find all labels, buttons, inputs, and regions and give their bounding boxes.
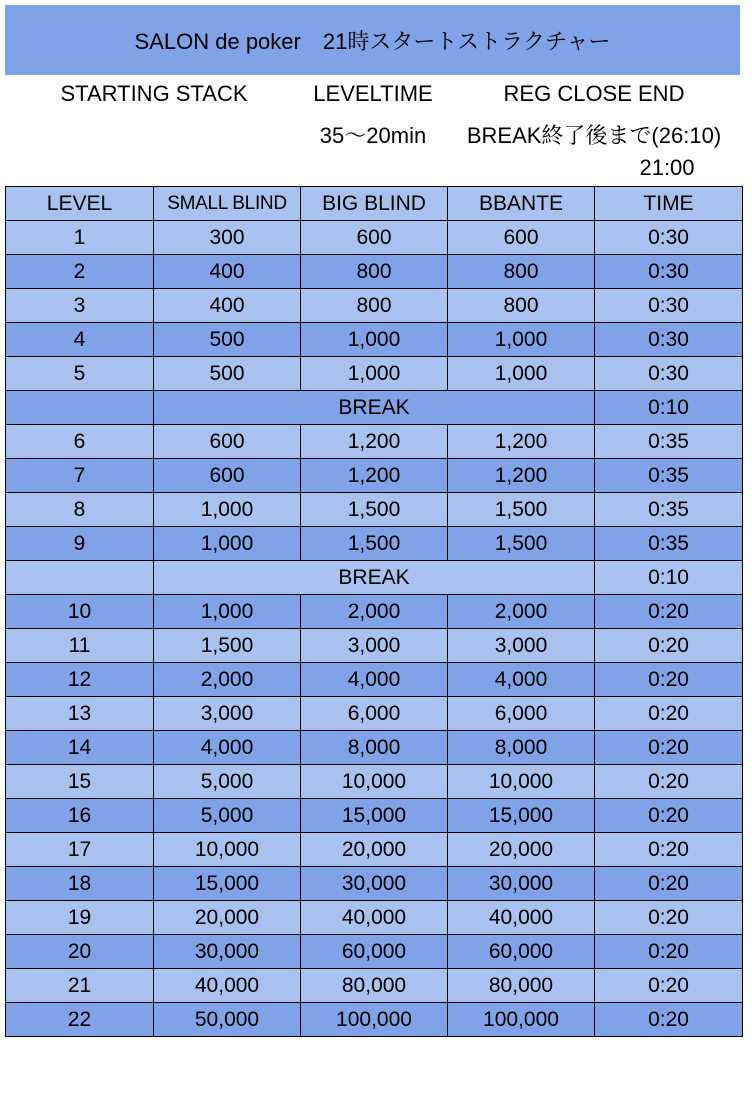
level-cell: 13 — [6, 697, 154, 731]
bbante-cell: 6,000 — [448, 697, 595, 731]
time-cell: 0:20 — [595, 935, 743, 969]
table-row — [6, 799, 743, 833]
time-cell: 0:30 — [595, 289, 743, 323]
small-blind-cell: 500 — [154, 357, 301, 391]
small-blind-cell: 600 — [154, 425, 301, 459]
bbante-cell: 2,000 — [448, 595, 595, 629]
level-cell: 17 — [6, 833, 154, 867]
bbante-cell: 15,000 — [448, 799, 595, 833]
break-label: BREAK — [154, 391, 595, 425]
level-cell: 4 — [6, 323, 154, 357]
table-row — [6, 731, 743, 765]
big-blind-cell: 6,000 — [301, 697, 448, 731]
time-cell: 0:30 — [595, 221, 743, 255]
time-cell: 0:35 — [595, 459, 743, 493]
big-blind-cell: 800 — [301, 255, 448, 289]
time-cell: 0:20 — [595, 663, 743, 697]
big-blind-cell: 3,000 — [301, 629, 448, 663]
header-big-blind: BIG BLIND — [301, 187, 448, 221]
time-cell: 0:20 — [595, 595, 743, 629]
table-row — [6, 833, 743, 867]
small-blind-cell: 400 — [154, 255, 301, 289]
small-blind-cell: 30,000 — [154, 935, 301, 969]
level-cell: 21 — [6, 969, 154, 1003]
bbante-cell: 1,200 — [448, 425, 595, 459]
level-cell: 20 — [6, 935, 154, 969]
level-cell: 12 — [6, 663, 154, 697]
table-row — [6, 867, 743, 901]
bbante-cell: 600 — [448, 221, 595, 255]
time-cell: 0:35 — [595, 425, 743, 459]
break-row — [6, 561, 743, 595]
table-row — [6, 629, 743, 663]
bbante-cell: 800 — [448, 289, 595, 323]
table-row — [6, 765, 743, 799]
header-bbante: BBANTE — [448, 187, 595, 221]
level-cell: 14 — [6, 731, 154, 765]
bbante-cell: 100,000 — [448, 1003, 595, 1037]
table-row — [6, 221, 743, 255]
table-row — [6, 663, 743, 697]
bbante-cell: 60,000 — [448, 935, 595, 969]
level-cell: 10 — [6, 595, 154, 629]
time-cell: 0:20 — [595, 901, 743, 935]
level-cell: 6 — [6, 425, 154, 459]
bbante-cell: 10,000 — [448, 765, 595, 799]
small-blind-cell: 400 — [154, 289, 301, 323]
time-cell: 0:20 — [595, 799, 743, 833]
big-blind-cell: 30,000 — [301, 867, 448, 901]
level-cell: 7 — [6, 459, 154, 493]
level-time-value: 35〜20min — [319, 123, 427, 148]
big-blind-cell: 800 — [301, 289, 448, 323]
table-row — [6, 595, 743, 629]
bbante-cell: 4,000 — [448, 663, 595, 697]
level-cell: 1 — [6, 221, 154, 255]
big-blind-cell: 1,000 — [301, 323, 448, 357]
small-blind-cell: 3,000 — [154, 697, 301, 731]
small-blind-cell: 20,000 — [154, 901, 301, 935]
small-blind-cell: 1,000 — [154, 527, 301, 561]
bbante-cell: 80,000 — [448, 969, 595, 1003]
big-blind-cell: 1,200 — [301, 459, 448, 493]
header-level: LEVEL — [6, 187, 154, 221]
table-row — [6, 901, 743, 935]
time-cell: 0:30 — [595, 255, 743, 289]
time-cell: 0:35 — [595, 493, 743, 527]
bbante-cell: 8,000 — [448, 731, 595, 765]
bbante-cell: 30,000 — [448, 867, 595, 901]
level-cell: 9 — [6, 527, 154, 561]
big-blind-cell: 4,000 — [301, 663, 448, 697]
small-blind-cell: 10,000 — [154, 833, 301, 867]
header-small-blind: SMALL BLIND — [154, 187, 301, 221]
big-blind-cell: 100,000 — [301, 1003, 448, 1037]
bbante-cell: 40,000 — [448, 901, 595, 935]
big-blind-cell: 8,000 — [301, 731, 448, 765]
blind-structure-table — [5, 186, 743, 1037]
time-cell: 0:10 — [595, 391, 743, 425]
reg-close-label: REG CLOSE END — [503, 81, 685, 106]
small-blind-cell: 500 — [154, 323, 301, 357]
big-blind-cell: 15,000 — [301, 799, 448, 833]
table-row — [6, 425, 743, 459]
time-cell: 0:20 — [595, 765, 743, 799]
break-level-cell — [6, 561, 154, 595]
big-blind-cell: 1,200 — [301, 425, 448, 459]
level-cell: 3 — [6, 289, 154, 323]
level-cell: 8 — [6, 493, 154, 527]
time-cell: 0:30 — [595, 323, 743, 357]
small-blind-cell: 15,000 — [154, 867, 301, 901]
break-level-cell — [6, 391, 154, 425]
page-title: SALON de poker 21時スタートストラクチャー — [134, 28, 611, 54]
small-blind-cell: 2,000 — [154, 663, 301, 697]
big-blind-cell: 80,000 — [301, 969, 448, 1003]
table-row — [6, 935, 743, 969]
level-cell: 2 — [6, 255, 154, 289]
level-cell: 22 — [6, 1003, 154, 1037]
big-blind-cell: 1,000 — [301, 357, 448, 391]
bbante-cell: 1,200 — [448, 459, 595, 493]
level-cell: 16 — [6, 799, 154, 833]
time-cell: 0:20 — [595, 867, 743, 901]
time-cell: 0:10 — [595, 561, 743, 595]
level-cell: 19 — [6, 901, 154, 935]
bbante-cell: 3,000 — [448, 629, 595, 663]
time-cell: 0:20 — [595, 833, 743, 867]
table-row — [6, 1003, 743, 1037]
level-cell: 11 — [6, 629, 154, 663]
time-cell: 0:20 — [595, 697, 743, 731]
small-blind-cell: 50,000 — [154, 1003, 301, 1037]
big-blind-cell: 10,000 — [301, 765, 448, 799]
table-row — [6, 969, 743, 1003]
big-blind-cell: 600 — [301, 221, 448, 255]
big-blind-cell: 60,000 — [301, 935, 448, 969]
break-label: BREAK — [154, 561, 595, 595]
table-row — [6, 357, 743, 391]
bbante-cell: 1,500 — [448, 493, 595, 527]
bbante-cell: 800 — [448, 255, 595, 289]
table-header-row — [6, 187, 743, 221]
big-blind-cell: 1,500 — [301, 493, 448, 527]
big-blind-cell: 40,000 — [301, 901, 448, 935]
small-blind-cell: 5,000 — [154, 765, 301, 799]
level-time-label: LEVELTIME — [313, 81, 433, 106]
small-blind-cell: 600 — [154, 459, 301, 493]
level-cell: 15 — [6, 765, 154, 799]
title-bar — [5, 5, 740, 75]
big-blind-cell: 2,000 — [301, 595, 448, 629]
reg-close-value: BREAK終了後まで(26:10) — [466, 123, 722, 148]
starting-stack-label: STARTING STACK — [60, 81, 248, 106]
time-cell: 0:20 — [595, 731, 743, 765]
time-cell: 0:35 — [595, 527, 743, 561]
small-blind-cell: 300 — [154, 221, 301, 255]
bbante-cell: 1,500 — [448, 527, 595, 561]
header-time: TIME — [595, 187, 743, 221]
table-row — [6, 493, 743, 527]
level-cell: 18 — [6, 867, 154, 901]
time-cell: 0:20 — [595, 629, 743, 663]
table-row — [6, 289, 743, 323]
start-time: 21:00 — [639, 155, 695, 180]
bbante-cell: 1,000 — [448, 357, 595, 391]
time-cell: 0:20 — [595, 1003, 743, 1037]
level-cell: 5 — [6, 357, 154, 391]
table-row — [6, 527, 743, 561]
small-blind-cell: 5,000 — [154, 799, 301, 833]
time-cell: 0:20 — [595, 969, 743, 1003]
table-row — [6, 697, 743, 731]
big-blind-cell: 1,500 — [301, 527, 448, 561]
time-cell: 0:30 — [595, 357, 743, 391]
small-blind-cell: 1,000 — [154, 493, 301, 527]
big-blind-cell: 20,000 — [301, 833, 448, 867]
table-row — [6, 459, 743, 493]
small-blind-cell: 40,000 — [154, 969, 301, 1003]
break-row — [6, 391, 743, 425]
small-blind-cell: 1,000 — [154, 595, 301, 629]
table-row — [6, 255, 743, 289]
bbante-cell: 1,000 — [448, 323, 595, 357]
small-blind-cell: 4,000 — [154, 731, 301, 765]
bbante-cell: 20,000 — [448, 833, 595, 867]
small-blind-cell: 1,500 — [154, 629, 301, 663]
table-row — [6, 323, 743, 357]
